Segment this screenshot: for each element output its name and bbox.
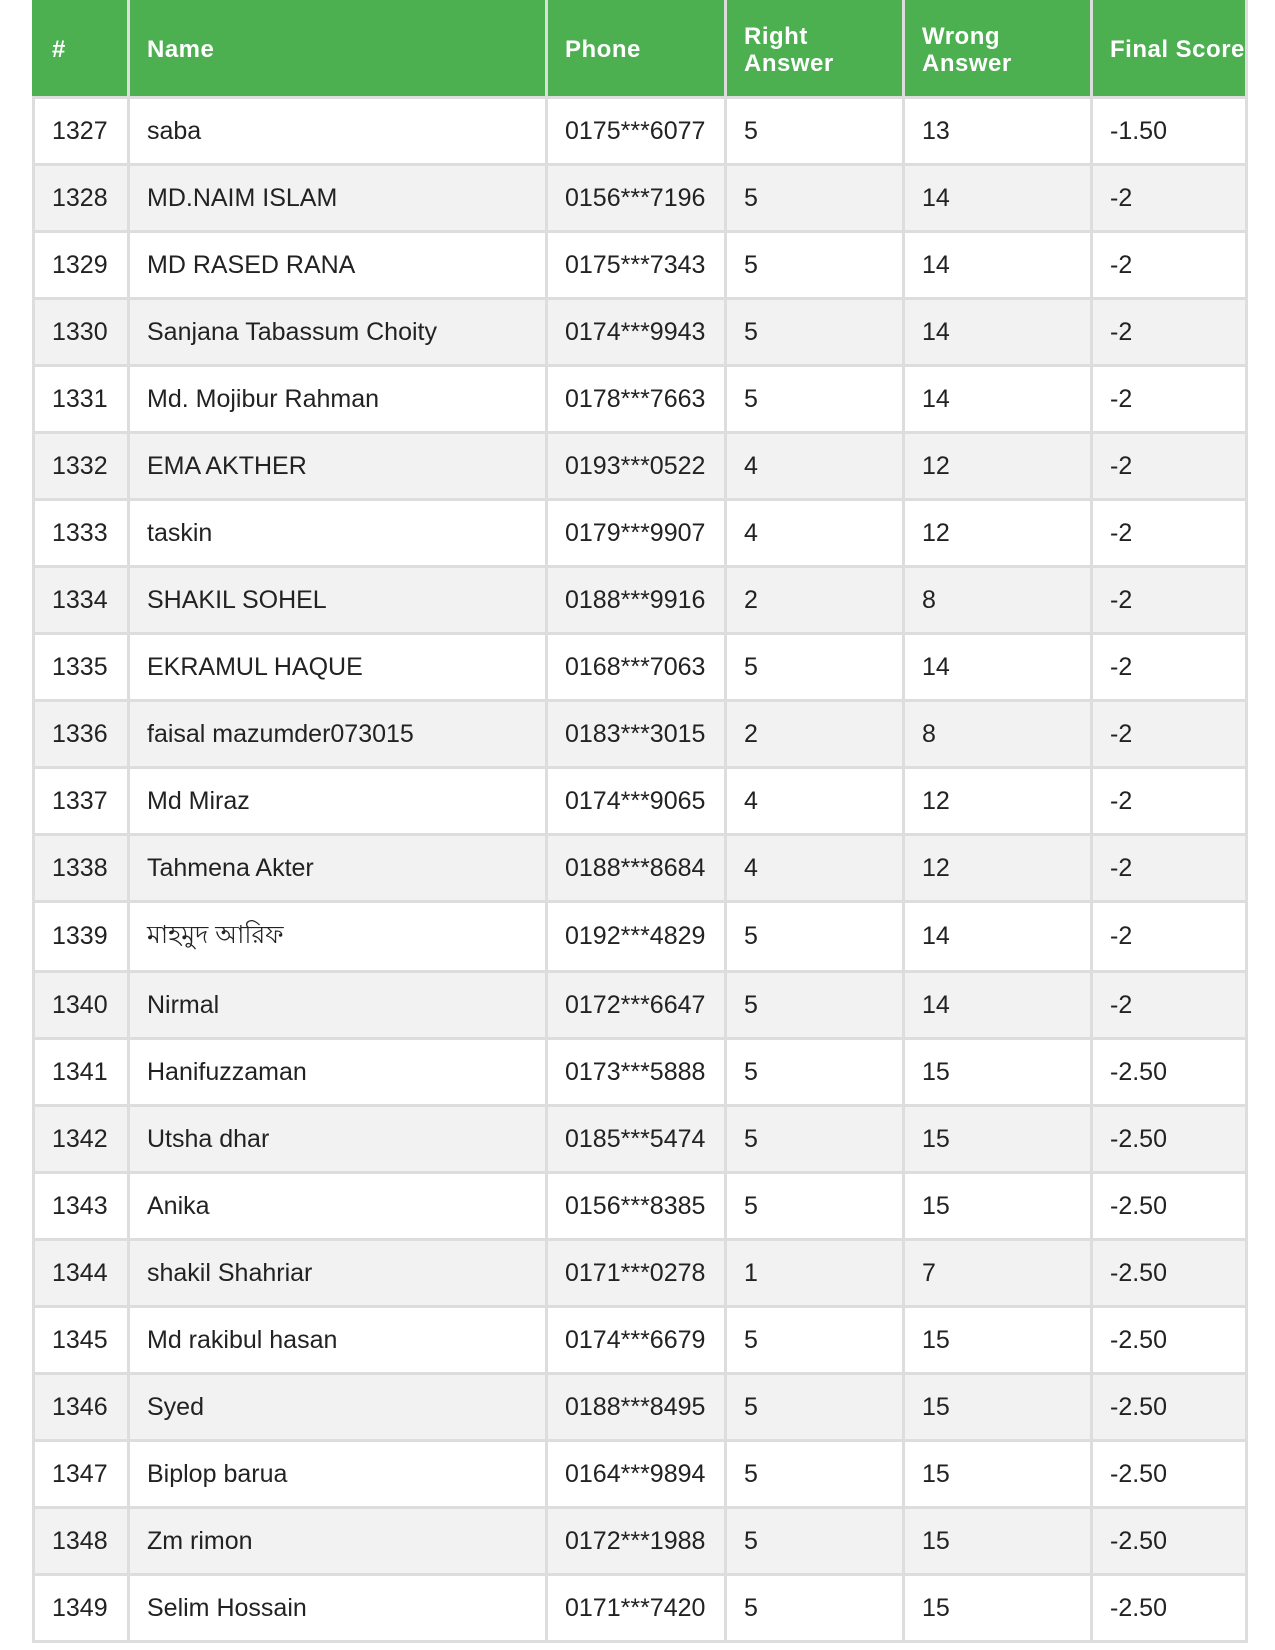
cell-phone: 0188***8684: [547, 835, 726, 902]
cell-name: SHAKIL SOHEL: [129, 567, 547, 634]
cell-num: 1342: [34, 1106, 129, 1173]
cell-phone: 0178***7663: [547, 366, 726, 433]
cell-name: Nirmal: [129, 972, 547, 1039]
cell-phone: 0192***4829: [547, 902, 726, 972]
cell-name: faisal mazumder073015: [129, 701, 547, 768]
cell-wrong-answer: 15: [904, 1508, 1092, 1575]
cell-right-answer: 5: [726, 1106, 904, 1173]
cell-name: taskin: [129, 500, 547, 567]
cell-right-answer: 4: [726, 768, 904, 835]
cell-phone: 0175***6077: [547, 98, 726, 165]
table-row: [34, 433, 1247, 500]
header-name: Name: [129, 2, 547, 98]
cell-num: 1333: [34, 500, 129, 567]
table-row: [34, 500, 1247, 567]
cell-phone: 0156***8385: [547, 1173, 726, 1240]
header-row: [34, 2, 1247, 98]
header-wrong-answer: Wrong Answer: [904, 2, 1092, 98]
cell-right-answer: 5: [726, 1508, 904, 1575]
cell-right-answer: 2: [726, 567, 904, 634]
cell-final-score: -2.50: [1092, 1374, 1247, 1441]
cell-num: 1347: [34, 1441, 129, 1508]
cell-phone: 0171***0278: [547, 1240, 726, 1307]
cell-num: 1331: [34, 366, 129, 433]
cell-final-score: -2: [1092, 902, 1247, 972]
cell-phone: 0175***7343: [547, 232, 726, 299]
cell-final-score: -2: [1092, 299, 1247, 366]
cell-right-answer: 2: [726, 701, 904, 768]
cell-num: 1329: [34, 232, 129, 299]
cell-final-score: -2.50: [1092, 1240, 1247, 1307]
cell-wrong-answer: 14: [904, 366, 1092, 433]
table-row: [34, 768, 1247, 835]
table-row: [34, 1441, 1247, 1508]
table-row: [34, 1307, 1247, 1374]
cell-phone: 0174***9943: [547, 299, 726, 366]
cell-num: 1337: [34, 768, 129, 835]
cell-final-score: -2.50: [1092, 1575, 1247, 1642]
cell-wrong-answer: 14: [904, 232, 1092, 299]
table-row: [34, 299, 1247, 366]
cell-right-answer: 5: [726, 1575, 904, 1642]
table-row: [34, 1508, 1247, 1575]
cell-wrong-answer: 15: [904, 1374, 1092, 1441]
cell-right-answer: 5: [726, 1441, 904, 1508]
cell-phone: 0174***6679: [547, 1307, 726, 1374]
cell-name: shakil Shahriar: [129, 1240, 547, 1307]
cell-phone: 0171***7420: [547, 1575, 726, 1642]
cell-name: Md Miraz: [129, 768, 547, 835]
cell-right-answer: 5: [726, 299, 904, 366]
cell-num: 1336: [34, 701, 129, 768]
cell-wrong-answer: 15: [904, 1039, 1092, 1106]
cell-wrong-answer: 14: [904, 634, 1092, 701]
table-row: [34, 1575, 1247, 1642]
cell-right-answer: 1: [726, 1240, 904, 1307]
cell-num: 1338: [34, 835, 129, 902]
cell-final-score: -2: [1092, 972, 1247, 1039]
cell-right-answer: 5: [726, 634, 904, 701]
cell-final-score: -2: [1092, 232, 1247, 299]
cell-num: 1335: [34, 634, 129, 701]
cell-phone: 0193***0522: [547, 433, 726, 500]
cell-name: saba: [129, 98, 547, 165]
cell-right-answer: 5: [726, 1039, 904, 1106]
cell-right-answer: 5: [726, 1307, 904, 1374]
cell-num: 1344: [34, 1240, 129, 1307]
cell-right-answer: 4: [726, 835, 904, 902]
table-row: [34, 1240, 1247, 1307]
table-row: [34, 701, 1247, 768]
cell-num: 1332: [34, 433, 129, 500]
results-table: [32, 0, 1248, 1643]
cell-wrong-answer: 13: [904, 98, 1092, 165]
cell-num: 1348: [34, 1508, 129, 1575]
cell-final-score: -2: [1092, 768, 1247, 835]
cell-wrong-answer: 12: [904, 433, 1092, 500]
cell-phone: 0172***6647: [547, 972, 726, 1039]
cell-name: Md. Mojibur Rahman: [129, 366, 547, 433]
cell-name: Zm rimon: [129, 1508, 547, 1575]
cell-wrong-answer: 14: [904, 972, 1092, 1039]
cell-wrong-answer: 12: [904, 500, 1092, 567]
table-row: [34, 634, 1247, 701]
cell-right-answer: 5: [726, 1374, 904, 1441]
cell-final-score: -2: [1092, 567, 1247, 634]
cell-name: Utsha dhar: [129, 1106, 547, 1173]
cell-right-answer: 4: [726, 433, 904, 500]
cell-name: Sanjana Tabassum Choity: [129, 299, 547, 366]
cell-num: 1339: [34, 902, 129, 972]
cell-num: 1330: [34, 299, 129, 366]
cell-name: MD RASED RANA: [129, 232, 547, 299]
cell-wrong-answer: 14: [904, 165, 1092, 232]
cell-final-score: -2.50: [1092, 1173, 1247, 1240]
table-row: [34, 1374, 1247, 1441]
cell-phone: 0185***5474: [547, 1106, 726, 1173]
cell-right-answer: 5: [726, 98, 904, 165]
cell-final-score: -2: [1092, 634, 1247, 701]
cell-right-answer: 5: [726, 366, 904, 433]
cell-wrong-answer: 15: [904, 1173, 1092, 1240]
cell-wrong-answer: 14: [904, 902, 1092, 972]
cell-final-score: -2: [1092, 165, 1247, 232]
cell-phone: 0183***3015: [547, 701, 726, 768]
cell-phone: 0164***9894: [547, 1441, 726, 1508]
cell-wrong-answer: 12: [904, 835, 1092, 902]
cell-num: 1343: [34, 1173, 129, 1240]
cell-wrong-answer: 15: [904, 1307, 1092, 1374]
table-row: [34, 232, 1247, 299]
cell-final-score: -2.50: [1092, 1508, 1247, 1575]
cell-num: 1327: [34, 98, 129, 165]
cell-wrong-answer: 15: [904, 1575, 1092, 1642]
cell-name: Biplop barua: [129, 1441, 547, 1508]
cell-wrong-answer: 14: [904, 299, 1092, 366]
cell-right-answer: 5: [726, 165, 904, 232]
cell-phone: 0174***9065: [547, 768, 726, 835]
cell-final-score: -2.50: [1092, 1441, 1247, 1508]
cell-name: Hanifuzzaman: [129, 1039, 547, 1106]
cell-name: মাহমুদ আরিফ: [129, 902, 547, 972]
table-row: [34, 98, 1247, 165]
cell-wrong-answer: 8: [904, 701, 1092, 768]
cell-phone: 0173***5888: [547, 1039, 726, 1106]
table-row: [34, 1106, 1247, 1173]
header-final-score: Final Score: [1092, 2, 1247, 98]
header-right-answer: Right Answer: [726, 2, 904, 98]
cell-right-answer: 4: [726, 500, 904, 567]
cell-wrong-answer: 8: [904, 567, 1092, 634]
cell-right-answer: 5: [726, 972, 904, 1039]
cell-wrong-answer: 12: [904, 768, 1092, 835]
cell-right-answer: 5: [726, 1173, 904, 1240]
table-row: [34, 1039, 1247, 1106]
table-row: [34, 972, 1247, 1039]
cell-final-score: -2: [1092, 366, 1247, 433]
cell-right-answer: 5: [726, 232, 904, 299]
header-num: #: [34, 2, 129, 98]
cell-final-score: -2: [1092, 701, 1247, 768]
cell-final-score: -2.50: [1092, 1307, 1247, 1374]
header-phone: Phone: [547, 2, 726, 98]
cell-name: Tahmena Akter: [129, 835, 547, 902]
cell-wrong-answer: 15: [904, 1441, 1092, 1508]
cell-final-score: -2: [1092, 433, 1247, 500]
cell-final-score: -2: [1092, 835, 1247, 902]
cell-phone: 0179***9907: [547, 500, 726, 567]
cell-phone: 0172***1988: [547, 1508, 726, 1575]
cell-name: EMA AKTHER: [129, 433, 547, 500]
cell-name: Md rakibul hasan: [129, 1307, 547, 1374]
cell-final-score: -1.50: [1092, 98, 1247, 165]
cell-wrong-answer: 15: [904, 1106, 1092, 1173]
cell-num: 1334: [34, 567, 129, 634]
cell-final-score: -2.50: [1092, 1106, 1247, 1173]
cell-num: 1340: [34, 972, 129, 1039]
cell-name: EKRAMUL HAQUE: [129, 634, 547, 701]
table-row: [34, 1173, 1247, 1240]
table-row: [34, 902, 1247, 972]
table-row: [34, 165, 1247, 232]
cell-name: Anika: [129, 1173, 547, 1240]
cell-wrong-answer: 7: [904, 1240, 1092, 1307]
cell-phone: 0188***9916: [547, 567, 726, 634]
cell-final-score: -2: [1092, 500, 1247, 567]
cell-name: Syed: [129, 1374, 547, 1441]
cell-name: MD.NAIM ISLAM: [129, 165, 547, 232]
cell-phone: 0168***7063: [547, 634, 726, 701]
cell-num: 1328: [34, 165, 129, 232]
table-header: [34, 2, 1247, 98]
cell-right-answer: 5: [726, 902, 904, 972]
table-row: [34, 567, 1247, 634]
cell-num: 1349: [34, 1575, 129, 1642]
results-page: [32, 0, 1245, 1643]
table-body: [34, 98, 1247, 1642]
table-row: [34, 835, 1247, 902]
cell-num: 1345: [34, 1307, 129, 1374]
cell-num: 1346: [34, 1374, 129, 1441]
cell-name: Selim Hossain: [129, 1575, 547, 1642]
cell-phone: 0188***8495: [547, 1374, 726, 1441]
cell-final-score: -2.50: [1092, 1039, 1247, 1106]
cell-phone: 0156***7196: [547, 165, 726, 232]
table-row: [34, 366, 1247, 433]
cell-num: 1341: [34, 1039, 129, 1106]
